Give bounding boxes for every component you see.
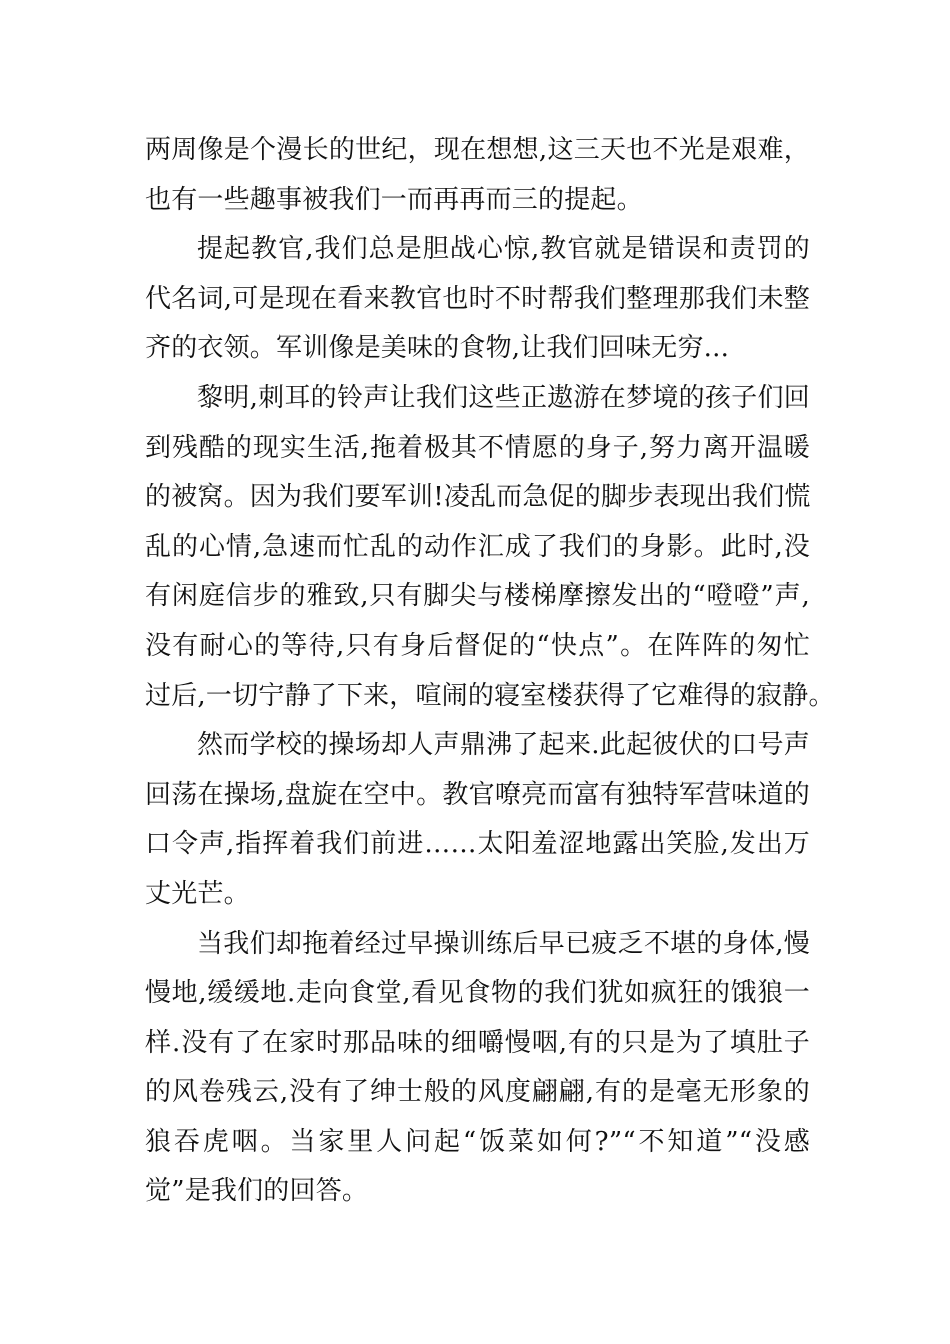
- text-line: 有闲庭信步的雅致,只有脚尖与楼梯摩擦发出的“噔噔”声,: [145, 581, 810, 612]
- text-line: 到残酷的现实生活,拖着极其不情愿的身子,努力离开温暖: [145, 432, 810, 463]
- text-line: 慢地,缓缓地.走向食堂,看见食物的我们犹如疯狂的饿狼一: [145, 978, 810, 1009]
- text-line: 过后,一切宁静了下来，喧闹的寝室楼获得了它难得的寂静。: [145, 680, 835, 711]
- text-line: 觉”是我们的回答。: [145, 1176, 369, 1207]
- text-line: 然而学校的操场却人声鼎沸了起来.此起彼伏的口号声: [197, 730, 810, 761]
- text-line: 口令声,指挥着我们前进……太阳羞涩地露出笑脸,发出万: [145, 829, 810, 860]
- text-line: 齐的衣领。军训像是美味的食物,让我们回味无穷...: [145, 333, 730, 364]
- text-line: 回荡在操场,盘旋在空中。教官嘹亮而富有独特军营味道的: [145, 779, 810, 810]
- text-line: 当我们却拖着经过早操训练后早已疲乏不堪的身体,慢: [197, 928, 810, 959]
- text-line: 乱的心情,急速而忙乱的动作汇成了我们的身影。此时,没: [145, 531, 810, 562]
- text-line: 没有耐心的等待,只有身后督促的“快点”。在阵阵的匆忙: [145, 630, 810, 661]
- text-line: 的风卷残云,没有了绅士般的风度翩翩,有的是毫无形象的: [145, 1077, 810, 1108]
- text-line: 黎明,刺耳的铃声让我们这些正遨游在梦境的孩子们回: [197, 382, 810, 413]
- text-line: 狼吞虎咽。当家里人问起“饭菜如何?”“不知道”“没感: [145, 1126, 810, 1157]
- text-line: 也有一些趣事被我们一而再再而三的提起。: [145, 184, 643, 215]
- text-line: 代名词,可是现在看来教官也时不时帮我们整理那我们未整: [145, 283, 810, 314]
- text-line: 两周像是个漫长的世纪，现在想想,这三天也不光是艰难，: [145, 135, 810, 165]
- document-body: [145, 126, 835, 1217]
- text-line: 丈光芒。: [145, 878, 250, 909]
- text-line: 提起教官,我们总是胆战心惊,教官就是错误和责罚的: [197, 234, 810, 265]
- text-line: 样.没有了在家时那品味的细嚼慢咽,有的只是为了填肚子: [145, 1027, 810, 1058]
- text-line: 的被窝。因为我们要军训!凌乱而急促的脚步表现出我们慌: [145, 482, 811, 513]
